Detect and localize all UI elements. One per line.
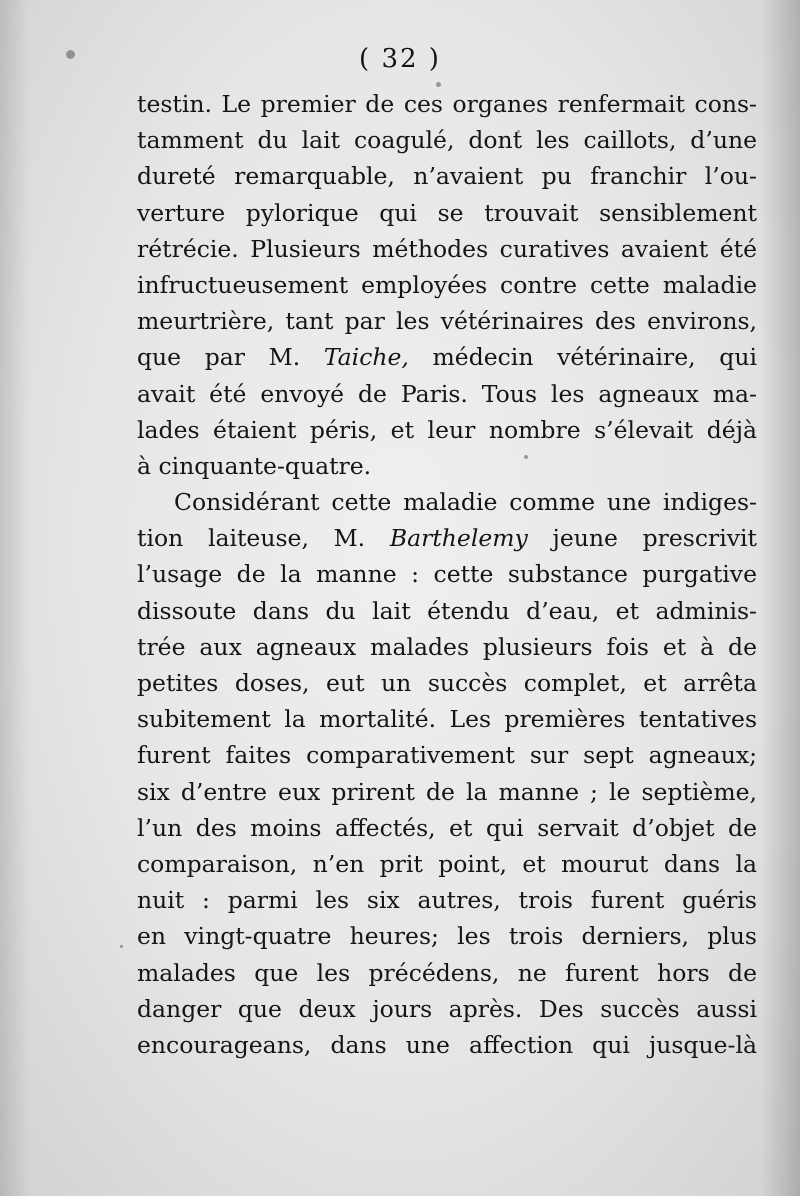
text-line: à cinquante-quatre. — [137, 451, 372, 480]
page-number: ( 32 ) — [359, 44, 441, 74]
page-gutter-shadow — [0, 0, 30, 1196]
ink-speck — [120, 945, 123, 948]
text-run: tion laiteuse, M. — [137, 524, 390, 553]
text-run: jeune prescrivit — [527, 524, 757, 553]
text-line: Considérant cette maladie comme une indiges- — [174, 488, 757, 517]
text-line: l’usage de la manne : cette substance purgative — [137, 560, 757, 589]
text-line: trée aux agneaux malades plusieurs fois et à de — [137, 632, 757, 661]
text-line: l’un des moins affectés, et qui servait d’objet de — [137, 813, 757, 842]
text-line: danger que deux jours après. Des succès aussi — [137, 994, 757, 1023]
name-taiche: Taiche, — [323, 343, 409, 372]
text-line: furent faites comparativement sur sept agneaux; — [137, 741, 757, 770]
text-line: malades que les précédens, ne furent hors de — [137, 958, 757, 987]
text-line: encourageans, dans une affection qui jusque-là — [137, 1030, 757, 1059]
text-line: dissoute dans du lait étendu d’eau, et adminis- — [137, 596, 757, 625]
text-line — [137, 339, 757, 375]
text-line: en vingt-quatre heures; les trois derniers, plus — [137, 922, 757, 951]
text-line: comparaison, n’en prit point, et mourut dans la — [137, 849, 757, 878]
text-line: lades étaient péris, et leur nombre s’élevait déjà — [137, 415, 757, 444]
text-run: que par M. — [137, 343, 324, 372]
text-line: tamment du lait coagulé, dont les caillots, d’une — [137, 126, 757, 155]
text-line: infructueusement employées contre cette maladie — [137, 270, 757, 299]
text-line: testin. Le premier de ces organes renfermait cons- — [137, 90, 757, 118]
text-line: verture pylorique qui se trouvait sensiblement — [137, 198, 757, 227]
text-line: rétrécie. Plusieurs méthodes curatives avaient été — [137, 234, 757, 263]
text-line: nuit : parmi les six autres, trois furent guéris — [137, 886, 757, 915]
text-line: meurtrière, tant par les vétérinaires des environs, — [137, 307, 757, 336]
text-line: six d’entre eux prirent de la manne ; le septième, — [137, 777, 757, 806]
text-line: avait été envoyé de Paris. Tous les agneaux ma- — [137, 379, 757, 408]
text-line: petites doses, eut un succès complet, et arrêta — [137, 669, 757, 697]
name-barthelemy: Barthelemy — [389, 524, 528, 553]
text-line — [137, 520, 757, 556]
text-line: subitement la mortalité. Les premières tentatives — [137, 705, 757, 734]
text-run: médecin vétérinaire, qui — [408, 343, 757, 372]
page-edge-shadow — [760, 0, 800, 1196]
body-text — [137, 86, 757, 1063]
text-line: dureté remarquable, n’avaient pu franchir l’ou- — [137, 162, 757, 191]
